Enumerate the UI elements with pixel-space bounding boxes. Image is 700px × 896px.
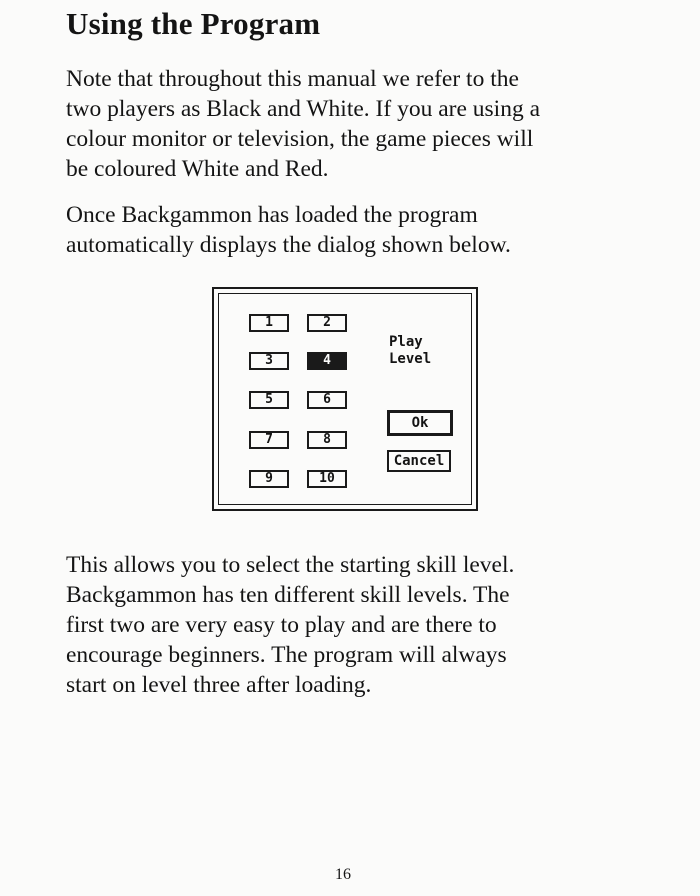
- level-7-button[interactable]: 7: [249, 431, 289, 449]
- level-10-button[interactable]: 10: [307, 470, 347, 488]
- label-line: Play: [389, 334, 423, 350]
- level-8-button[interactable]: 8: [307, 431, 347, 449]
- text-line: first two are very easy to play and are there to: [66, 612, 497, 638]
- ok-button[interactable]: Ok: [387, 410, 453, 436]
- text-line: be coloured White and Red.: [66, 156, 329, 182]
- page-heading: Using the Program: [66, 6, 321, 41]
- cancel-button[interactable]: Cancel: [387, 450, 451, 472]
- text-line: start on level three after loading.: [66, 672, 372, 698]
- text-line: Note that throughout this manual we refer to the: [66, 66, 519, 92]
- page-number: 16: [335, 866, 351, 883]
- level-3-button[interactable]: 3: [249, 352, 289, 370]
- level-5-button[interactable]: 5: [249, 391, 289, 409]
- level-9-button[interactable]: 9: [249, 470, 289, 488]
- level-6-button[interactable]: 6: [307, 391, 347, 409]
- play-level-dialog: [212, 287, 478, 511]
- level-1-button[interactable]: 1: [249, 314, 289, 332]
- text-line: encourage beginners. The program will always: [66, 642, 507, 668]
- level-2-button[interactable]: 2: [307, 314, 347, 332]
- label-line: Level: [389, 351, 432, 367]
- text-line: This allows you to select the starting skill level.: [66, 552, 515, 578]
- loading-paragraph: [66, 200, 656, 260]
- play-level-label: [389, 334, 431, 368]
- intro-paragraph: [66, 64, 656, 184]
- skill-level-paragraph: [66, 550, 656, 700]
- text-line: colour monitor or television, the game pieces will: [66, 126, 534, 152]
- text-line: Once Backgammon has loaded the program: [66, 202, 478, 228]
- level-4-button[interactable]: 4: [307, 352, 347, 370]
- text-line: automatically displays the dialog shown below.: [66, 232, 511, 258]
- text-line: two players as Black and White. If you are using a: [66, 96, 540, 122]
- dialog-frame: [218, 293, 472, 505]
- text-line: Backgammon has ten different skill levels. The: [66, 582, 510, 608]
